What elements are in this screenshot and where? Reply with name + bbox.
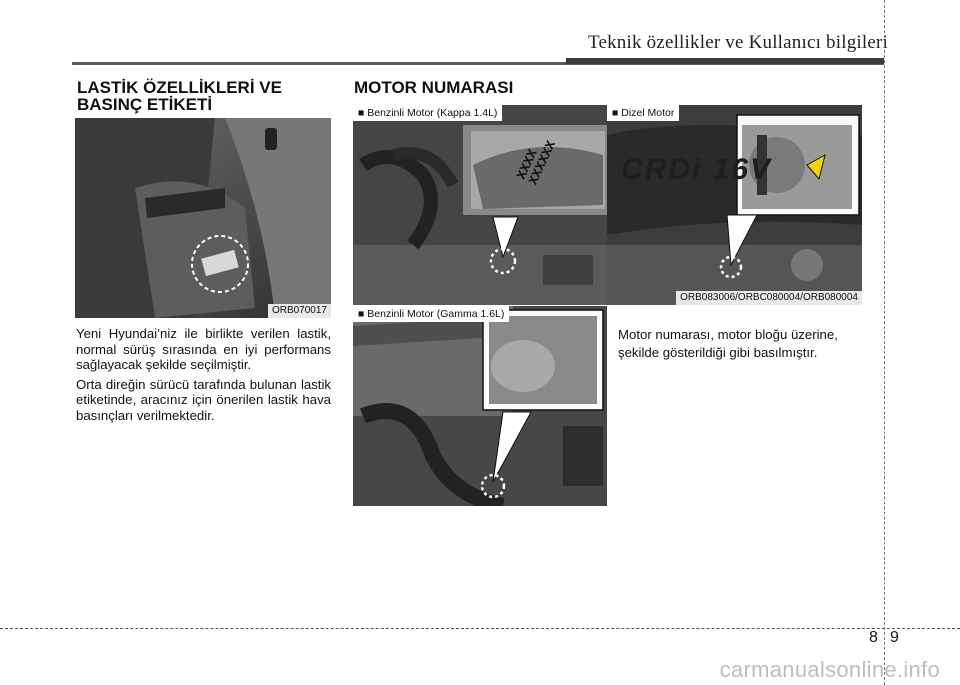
crdi-badge: CRDi 16V [621,153,773,186]
door-pillar-illustration [75,118,331,318]
gamma-engine-label: ■ Benzinli Motor (Gamma 1.6L) [353,306,509,322]
tire-label-heading-line2: BASINÇ ETİKETİ [77,95,213,114]
tire-paragraph-2: Orta direğin sürücü tarafında bulunan lastik etiketinde, aracınız için önerilen lastik hava basınçları verilmektedir. [76,376,331,423]
engine-photo-codes: ORB083006/ORBC080004/ORB080004 [676,291,862,305]
footer-rule [0,628,960,629]
gamma-engine-illustration [353,306,607,506]
tire-label-heading [77,79,282,113]
diesel-engine-label: ■ Dizel Motor [607,105,679,121]
footer-divider [884,0,885,685]
kappa-engine-label: ■ Benzinli Motor (Kappa 1.4L) [353,105,502,121]
tire-label-heading-line1: LASTİK ÖZELLİKLERİ VE [77,78,282,97]
diesel-engine-illustration [607,105,862,305]
gamma-engine-photo [353,306,607,506]
page-number: 9 [890,629,899,646]
tire-label-text [76,326,331,427]
engine-number-text: Motor numarası, motor bloğu üzerine, şekilde gösterildiği gibi basılmıştır. [618,327,838,360]
chapter-number: 8 [869,629,878,646]
engine-number-stamp: XXXX XXXXXX [513,138,559,188]
tire-label-photo [75,118,331,318]
engine-number-heading: MOTOR NUMARASI [354,78,514,97]
kappa-engine-photo [353,105,607,305]
kappa-engine-illustration [353,105,607,305]
site-watermark: carmanualsonline.info [719,657,940,682]
tire-paragraph-1: Yeni Hyundai’niz ile birlikte verilen lastik, normal sürüş sırasında en iyi performans sağlayacak şekilde seçilmiştir. [76,326,331,372]
page-header-title: Teknik özellikler ve Kullanıcı bilgileri [587,32,888,53]
tire-photo-code: ORB070017 [268,304,331,318]
diesel-engine-photo [607,105,862,305]
header-rule-accent [566,58,884,64]
